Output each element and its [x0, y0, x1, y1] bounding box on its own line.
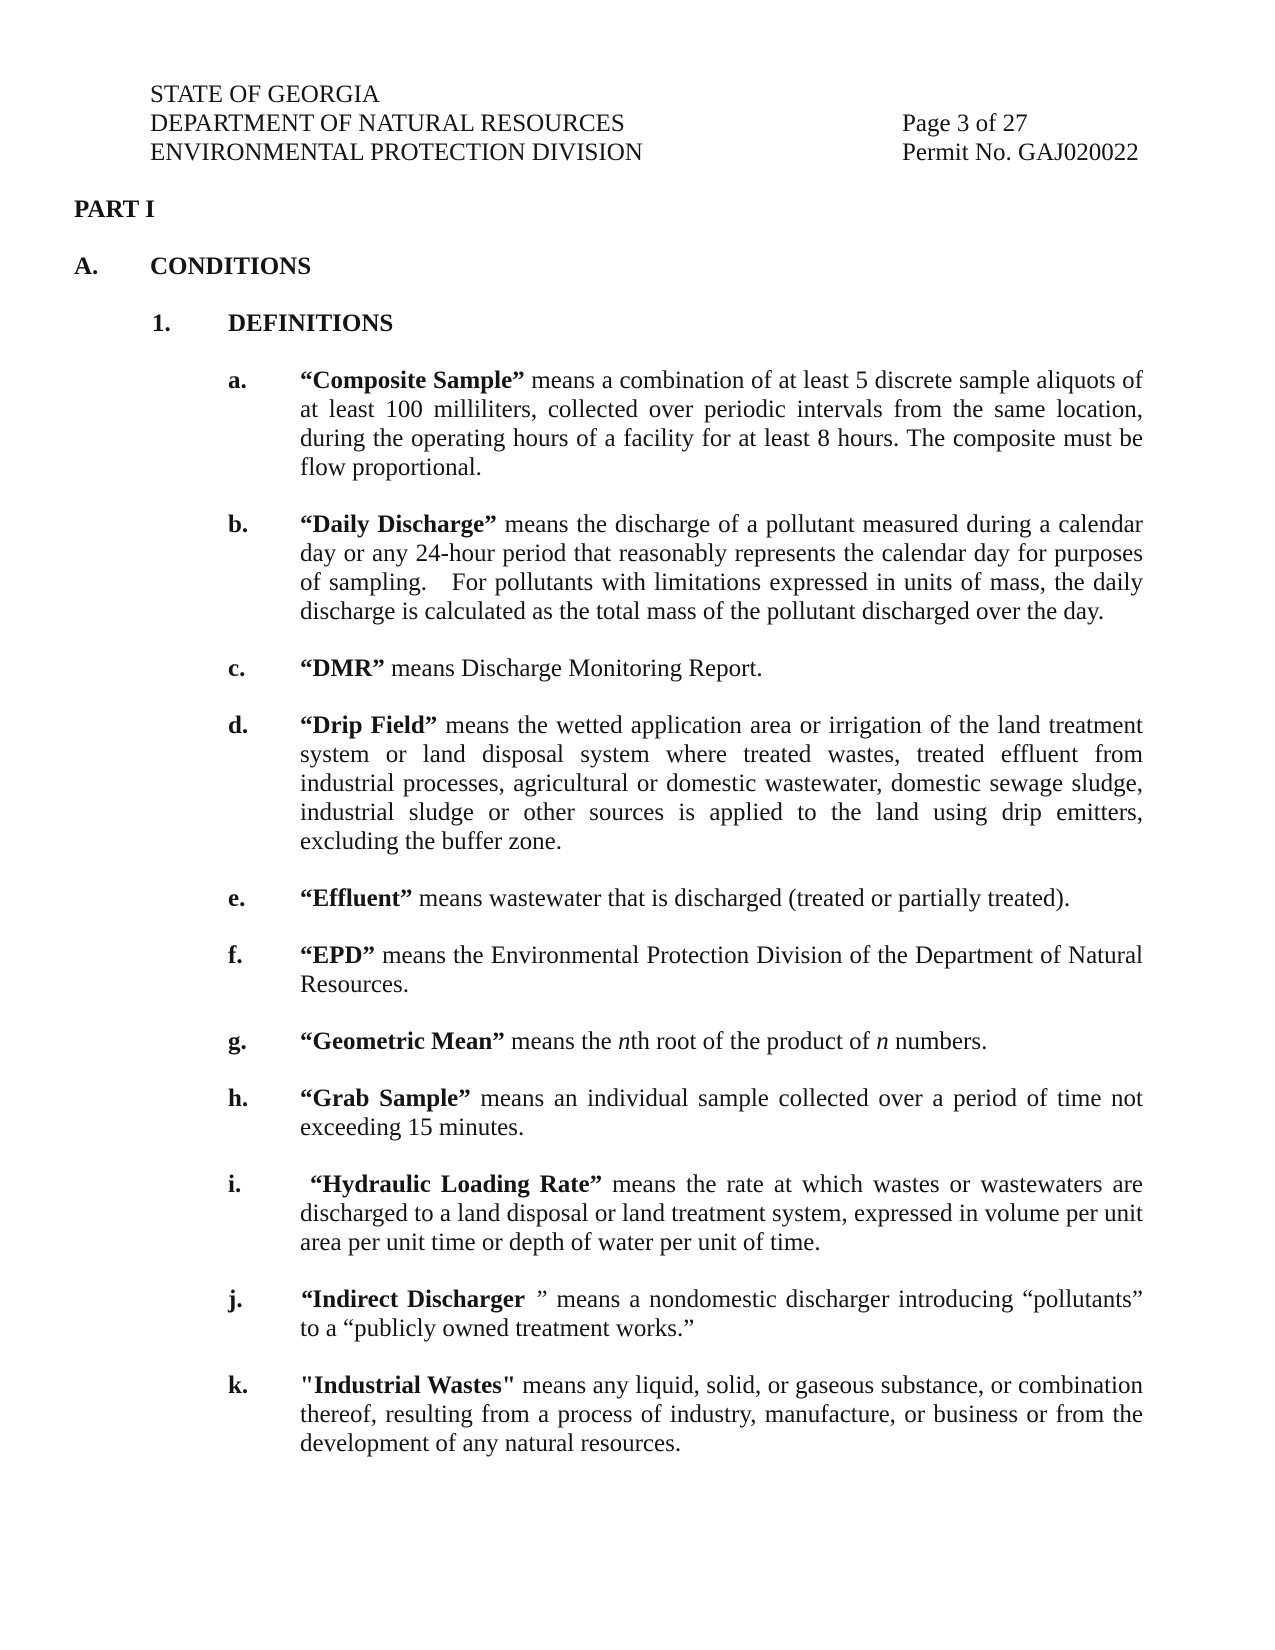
definition-text — [300, 510, 1143, 626]
definition-segment: “DMR” — [300, 655, 385, 682]
definition-segment: “Hydraulic Loading Rate” — [309, 1171, 603, 1198]
definition-item — [228, 1084, 1275, 1142]
definition-letter: j. — [228, 1286, 243, 1313]
definition-segment: means any liquid, solid, or gaseous substance, or combination thereof, resulting from a process of industry, manufacture, or business or from the development of any natural resources. — [300, 1372, 1143, 1457]
agency-line-department: DEPARTMENT OF NATURAL RESOURCES — [150, 110, 625, 137]
definition-segment: n — [876, 1028, 889, 1055]
definition-item — [228, 366, 1275, 482]
definition-letter: h. — [228, 1085, 249, 1112]
definition-segment: Indirect Discharger — [312, 1286, 525, 1313]
definition-letter: d. — [228, 712, 249, 739]
definition-letter: c. — [228, 655, 246, 682]
definition-text — [300, 1027, 1143, 1056]
definition-item — [228, 1285, 1275, 1343]
definition-segment: th root of the product of — [630, 1028, 877, 1055]
definition-text — [300, 654, 1143, 683]
definition-item — [228, 654, 1275, 683]
definition-item — [228, 1371, 1275, 1458]
definition-segment: means the discharge of a pollutant measured during a calendar day or any 24-hour period that reasonably represents the calendar day for purposes of sampling. For pollutants with limitations expressed in units of mass, the daily discharge is calculated as the total mass of the pollutant discharged over the day. — [300, 511, 1144, 625]
definition-item — [228, 941, 1275, 999]
definition-segment: “EPD” — [300, 942, 375, 969]
definition-segment: “ — [300, 1286, 313, 1313]
definition-text — [300, 941, 1143, 999]
definition-segment: means wastewater that is discharged (treated or partially treated). — [412, 885, 1071, 912]
definition-segment: means a nondomestic discharger introducing “pollutants” to a “publicly owned treatment works.” — [300, 1286, 1143, 1342]
section-heading — [74, 252, 1275, 281]
definition-item — [228, 884, 1275, 913]
definition-segment: ” — [524, 1286, 548, 1313]
definition-item — [228, 1170, 1275, 1257]
definitions-list — [0, 366, 1275, 1458]
section-label: A. — [74, 253, 99, 280]
definition-text — [300, 1084, 1143, 1142]
document-header — [150, 80, 1150, 167]
agency-line-state: STATE OF GEORGIA — [150, 81, 380, 108]
definition-letter: g. — [228, 1028, 247, 1055]
definition-letter: k. — [228, 1372, 249, 1399]
definition-letter: b. — [228, 511, 249, 538]
definition-segment — [300, 1171, 310, 1198]
definition-text — [300, 711, 1143, 856]
definition-text — [300, 1170, 1143, 1257]
header-right-block — [902, 109, 1139, 167]
definition-item — [228, 510, 1275, 626]
definition-segment: means the wetted application area or irrigation of the land treatment system or land disposal system where treated wastes, treated effluent from industrial processes, agricultural or domestic wastewater, domestic sewage sludge, industrial sludge or other sources is applied to the land using drip emitters, excluding the buffer zone. — [300, 712, 1143, 855]
definition-segment: “Drip Field” — [300, 712, 438, 739]
definition-segment: numbers. — [888, 1028, 988, 1055]
definition-segment: means an individual sample collected over a period of time not exceeding 15 minutes. — [300, 1085, 1144, 1141]
definition-item — [228, 711, 1275, 856]
definition-segment: means the rate at which wastes or wastewaters are discharged to a land disposal or land treatment system, expressed in volume per unit area per unit time or depth of water per unit of time. — [300, 1171, 1143, 1256]
definition-segment: “Geometric Mean” — [300, 1028, 505, 1055]
definition-segment: “Daily Discharge” — [300, 511, 497, 538]
definition-text — [300, 366, 1143, 482]
subsection-title: DEFINITIONS — [228, 310, 394, 337]
section-title: CONDITIONS — [150, 253, 312, 280]
definition-segment: "Industrial Wastes" — [300, 1372, 516, 1399]
page-number: Page 3 of 27 — [902, 110, 1028, 137]
definition-letter: a. — [228, 367, 247, 394]
definition-segment: “Composite Sample” — [300, 367, 525, 394]
definition-text — [300, 1371, 1143, 1458]
part-heading: PART I — [74, 196, 155, 223]
definition-letter: f. — [228, 942, 243, 969]
agency-line-division: ENVIRONMENTAL PROTECTION DIVISION — [150, 139, 643, 166]
definition-segment: “Grab Sample” — [300, 1085, 471, 1112]
definition-segment: means the Environmental Protection Division of the Department of Natural Resources. — [300, 942, 1143, 998]
definition-segment: n — [617, 1028, 631, 1055]
definition-segment: “Effluent” — [300, 885, 413, 912]
subsection-label: 1. — [152, 310, 171, 337]
permit-number: Permit No. GAJ020022 — [902, 139, 1139, 166]
definition-letter: e. — [228, 885, 246, 912]
definition-letter: i. — [228, 1171, 242, 1198]
definition-segment: means a combination of at least 5 discrete sample aliquots of at least 100 milliliters, collected over periodic intervals from the same location, during the operating hours of a facility for at least 8 hours. The composite must be flow proportional. — [300, 367, 1144, 481]
definition-item — [228, 1027, 1275, 1056]
subsection-heading — [152, 309, 1275, 338]
definition-text — [300, 1285, 1143, 1343]
definition-text — [300, 884, 1143, 913]
definition-segment: means Discharge Monitoring Report. — [384, 655, 763, 682]
definition-segment: means the — [504, 1028, 618, 1055]
